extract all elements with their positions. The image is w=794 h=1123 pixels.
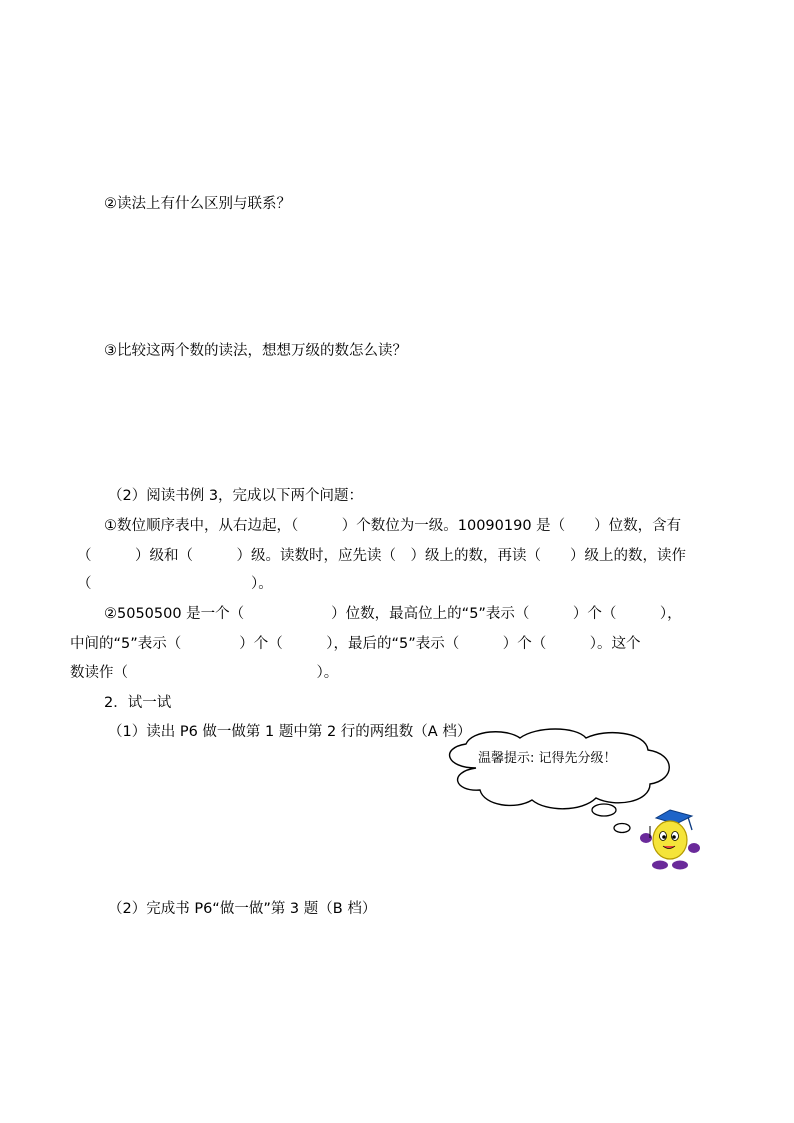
reading-p2-line2: 中间的“5”表示（ ）个（ ），最后的“5”表示（ ）个（ ）。这个 [70, 636, 641, 652]
practice-heading: 2．试一试 [104, 695, 172, 711]
mascot-icon [636, 808, 702, 872]
tip-text: 温馨提示: 记得先分级！ [478, 751, 617, 766]
reading-p2-line1: ②5050500 是一个（ ）位数，最高位上的“5”表示（ ）个（ ）， [104, 606, 682, 622]
question-2: ②读法上有什么区别与联系？ [104, 196, 291, 212]
reading-p2-line3: 数读作（ ）。 [70, 665, 339, 681]
practice-item-2: （2）完成书 P6“做一做”第 3 题（B 档） [108, 901, 377, 917]
practice-item-1: （1）读出 P6 做一做第 1 题中第 2 行的两组数（A 档） [108, 724, 472, 740]
thought-cloud [436, 728, 676, 812]
reading-p1-line3: （ ）。 [77, 576, 273, 592]
reading-p1-line2: （ ）级和（ ）级。读数时，应先读（ ）级上的数，再读（ ）级上的数，读作 [77, 548, 686, 564]
reading-p1-line1: ①数位顺序表中，从右边起，（ ）个数位为一级。10090190 是（ ）位数，含有 [104, 518, 682, 534]
question-3: ③比较这两个数的读法，想想万级的数怎么读？ [104, 343, 407, 359]
reading-heading: （2）阅读书例 3，完成以下两个问题： [108, 488, 364, 504]
thought-bubble-dots [590, 800, 640, 845]
